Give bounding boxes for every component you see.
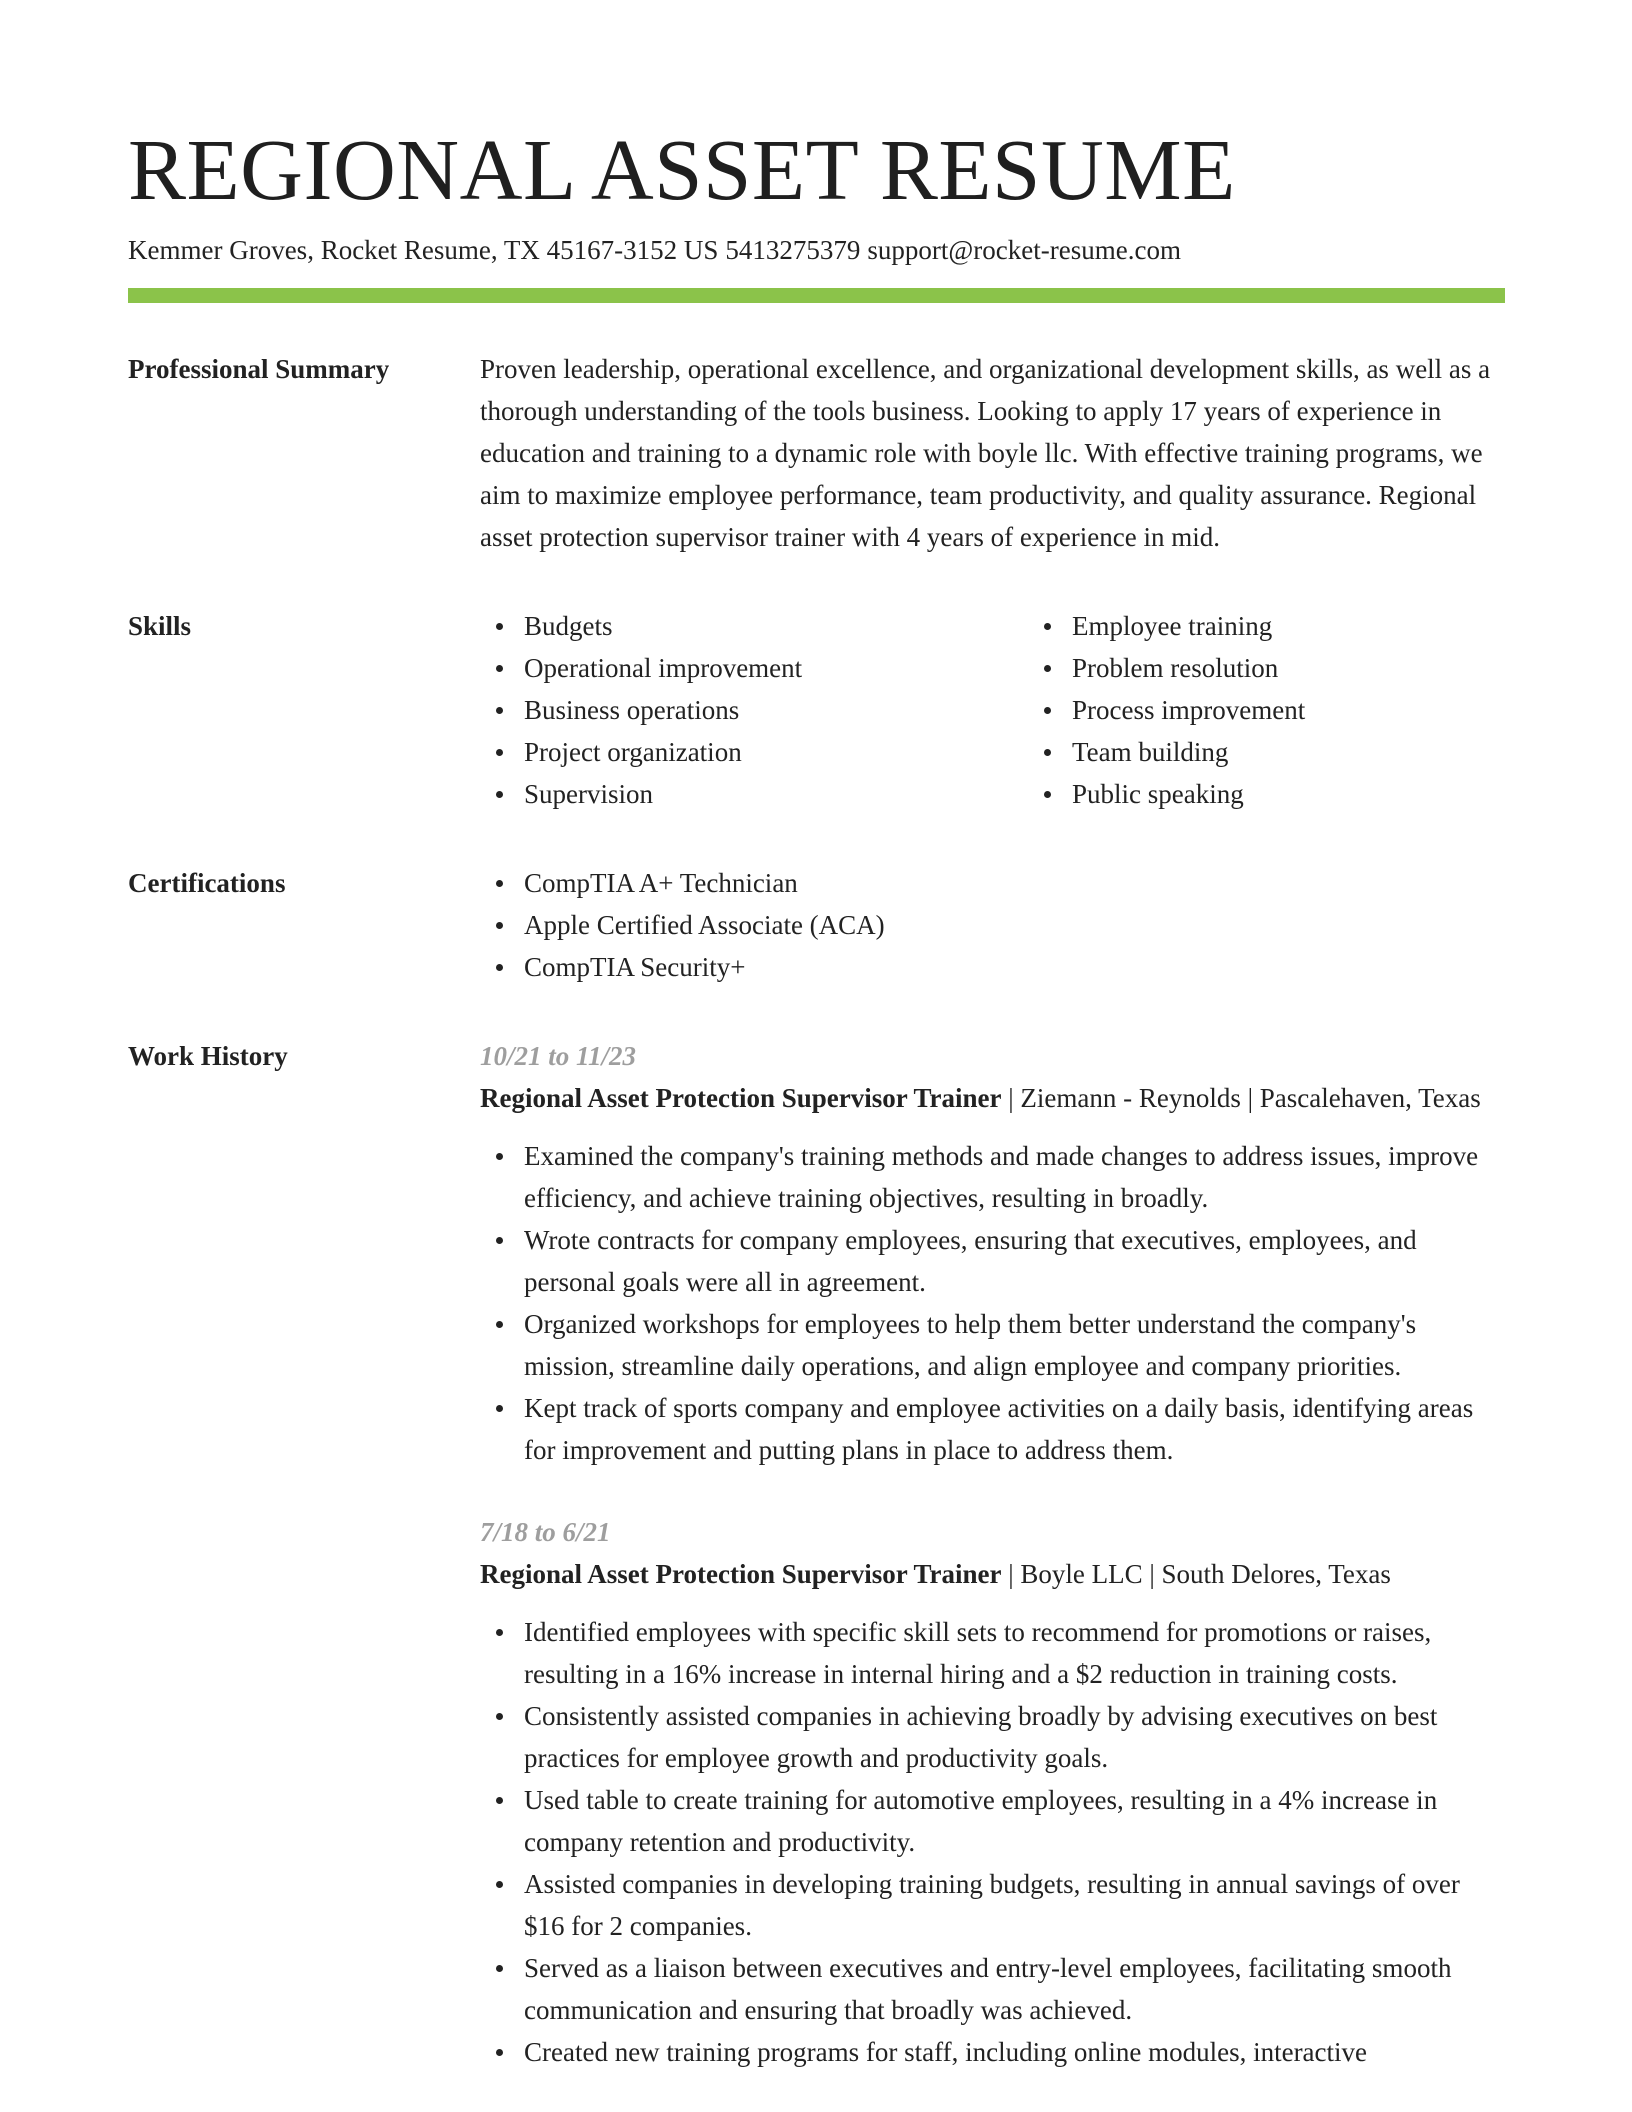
job-dates: 7/18 to 6/21 — [480, 1517, 611, 1547]
summary-heading: Professional Summary — [128, 354, 390, 384]
certification-item: Apple Certified Associate (ACA) — [524, 904, 1505, 946]
skill-item: Employee training — [1072, 605, 1532, 647]
certifications-body — [480, 862, 1505, 988]
skill-item: Supervision — [524, 773, 984, 815]
certification-item: CompTIA Security+ — [524, 946, 1505, 988]
skill-item: Project organization — [524, 731, 984, 773]
certification-item: CompTIA A+ Technician — [524, 862, 1505, 904]
job-bullet: Assisted companies in developing training budgets, resulting in annual savings of over $16 for 2 companies. — [524, 1863, 1505, 1947]
job-details: | Ziemann - Reynolds | Pascalehaven, Texas — [1001, 1083, 1481, 1113]
job-title: Regional Asset Protection Supervisor Trainer — [480, 1559, 1002, 1589]
job-bullet: Examined the company's training methods and made changes to address issues, improve efficiency, and achieve training objectives, resulting in broadly. — [524, 1135, 1505, 1219]
header-divider — [128, 288, 1505, 303]
job-bullet: Organized workshops for employees to help them better understand the company's mission, streamline daily operations, and align employee and company priorities. — [524, 1303, 1505, 1387]
skills-column-1 — [480, 605, 984, 815]
job-bullets — [480, 1611, 1505, 2073]
work-history-heading: Work History — [128, 1041, 288, 1071]
skill-item: Business operations — [524, 689, 984, 731]
summary-section — [128, 353, 1505, 558]
certifications-heading: Certifications — [128, 868, 286, 898]
resume-page — [128, 120, 1505, 2073]
skill-item: Operational improvement — [524, 647, 984, 689]
contact-line — [128, 232, 1505, 268]
skills-heading: Skills — [128, 611, 192, 641]
job-bullet: Served as a liaison between executives and entry-level employees, facilitating smooth communication and ensuring that broadly was achieved. — [524, 1947, 1505, 2031]
skill-item: Public speaking — [1072, 773, 1532, 815]
contact-address: Kemmer Groves, Rocket Resume, TX 45167-3152 US — [128, 235, 719, 265]
job-bullet: Created new training programs for staff, including online modules, interactive — [524, 2031, 1505, 2073]
skill-item: Problem resolution — [1072, 647, 1532, 689]
contact-email: support@rocket-resume.com — [867, 235, 1181, 265]
job-bullet: Used table to create training for automotive employees, resulting in a 4% increase in company retention and productivity. — [524, 1779, 1505, 1863]
skill-item: Process improvement — [1072, 689, 1532, 731]
skills-section — [128, 610, 1505, 815]
job-bullet: Wrote contracts for company employees, ensuring that executives, employees, and personal goals were all in agreement. — [524, 1219, 1505, 1303]
job-entry — [480, 1035, 1505, 1471]
skill-item: Budgets — [524, 605, 984, 647]
job-heading — [480, 1553, 1505, 1595]
job-heading — [480, 1077, 1505, 1119]
job-bullet: Kept track of sports company and employee activities on a daily basis, identifying areas for improvement and putting plans in place to address them. — [524, 1387, 1505, 1471]
skill-item: Team building — [1072, 731, 1532, 773]
job-details: | Boyle LLC | South Delores, Texas — [1001, 1559, 1391, 1589]
contact-phone: 5413275379 — [725, 235, 861, 265]
work-history-section — [128, 1040, 1505, 2073]
job-entry — [480, 1511, 1505, 2073]
certifications-section — [128, 867, 1505, 988]
work-history-body — [480, 1035, 1505, 2073]
skills-column-2 — [1028, 605, 1532, 815]
summary-body — [480, 348, 1505, 558]
job-bullet: Consistently assisted companies in achieving broadly by advising executives on best practices for employee growth and productivity goals. — [524, 1695, 1505, 1779]
resume-name: REGIONAL ASSET RESUME — [128, 121, 1236, 218]
summary-text: Proven leadership, operational excellence, and organizational development skills, as well as a thorough understanding of the tools business. Looking to apply 17 years of experience in education and training to a dynamic role with boyle llc. With effective training programs, we aim to maximize employee performance, team productivity, and quality assurance. Regional asset protection supervisor trainer with 4 years of experience in mid. — [480, 354, 1491, 552]
skills-body — [480, 605, 1532, 815]
job-dates: 10/21 to 11/23 — [480, 1041, 637, 1071]
job-bullet: Identified employees with specific skill sets to recommend for promotions or raises, resulting in a 16% increase in internal hiring and a $2 reduction in training costs. — [524, 1611, 1505, 1695]
job-bullets — [480, 1135, 1505, 1471]
certifications-list — [480, 862, 1505, 988]
job-title: Regional Asset Protection Supervisor Trainer — [480, 1083, 1002, 1113]
